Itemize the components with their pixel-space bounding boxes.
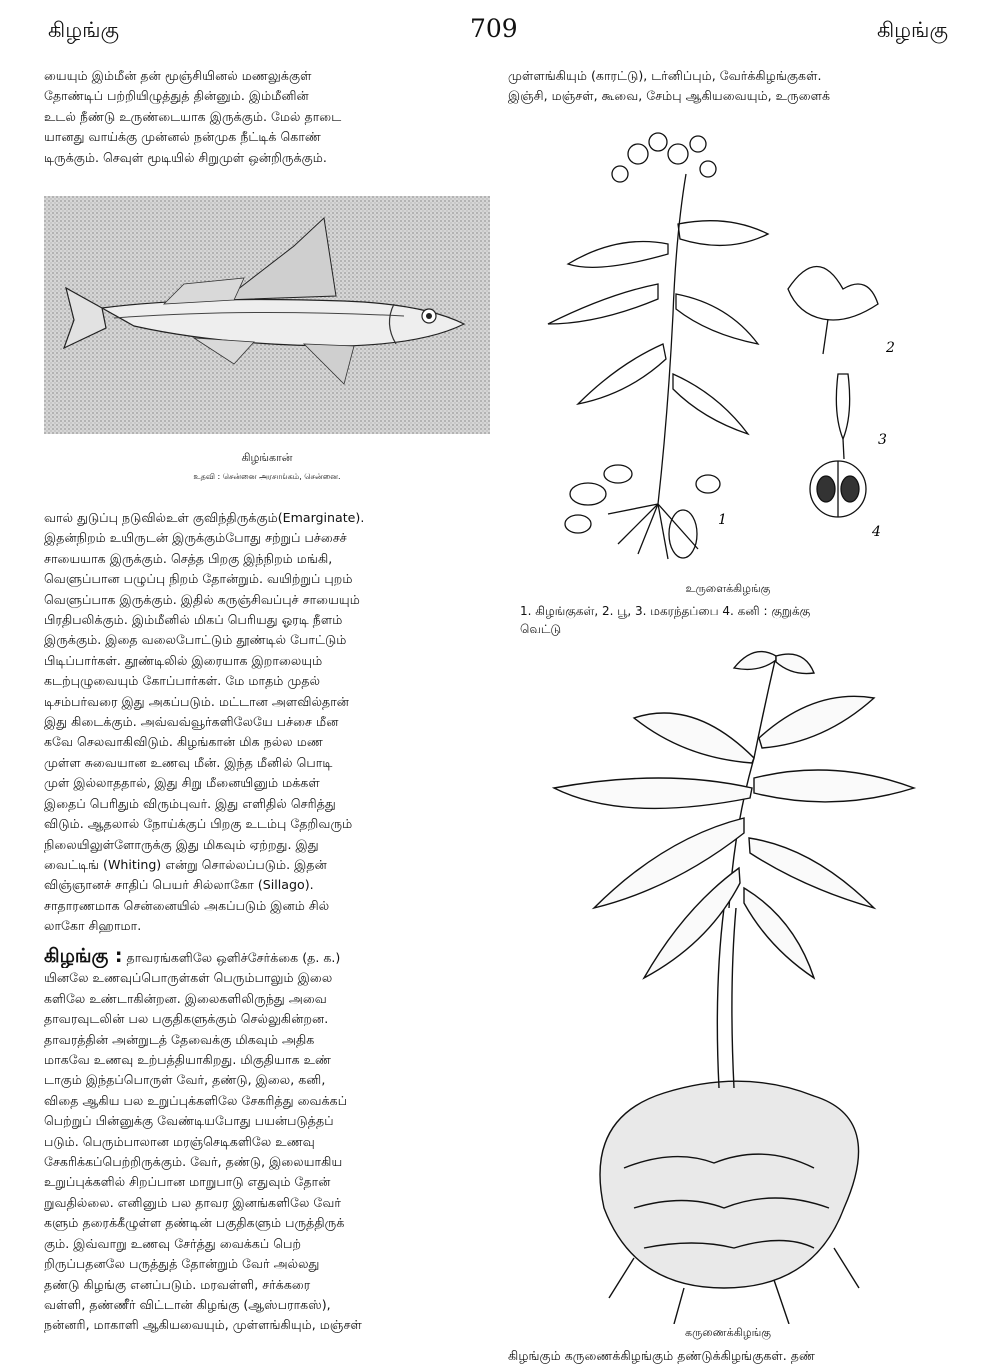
text-line: தண்டு கிழங்கு எனப்படும். மரவள்ளி, சர்க்கரை bbox=[44, 1276, 311, 1292]
potato-plant-illustration bbox=[508, 114, 948, 568]
text-line: வள்ளி, தண்ணீர் விட்டான் கிழங்கு (ஆஸ்பராகஸ்), bbox=[44, 1296, 331, 1312]
yam-caption: கருணைக்கிழங்கு bbox=[685, 1326, 771, 1339]
text-line: வைட்டிங் (Whiting) என்று சொல்லப்படும். இதன் bbox=[44, 856, 327, 872]
text-line: கிழங்கும் கருணைக்கிழங்கும் தண்டுக்கிழங்குகள். தண் bbox=[508, 1348, 815, 1363]
text-line: விஞ்ஞானச் சாதிப் பெயர் சில்லாகோ (Sillago). bbox=[44, 877, 314, 893]
text-line: டிருக்கும். செவுள் மூடியில் சிறுமுள் ஒன்றிருக்கும். bbox=[44, 149, 327, 165]
text-line: இதன்நிறம் உயிருடன் இருக்கும்போது சற்றுப் பச்சைச் bbox=[44, 530, 347, 546]
text-line: சாயையாக இருக்கும். செத்த பிறகு இந்நிறம் மங்கி, bbox=[44, 550, 333, 566]
figure-label-1: 1 bbox=[718, 512, 727, 528]
text-line: சேகரிக்கப்பெற்றிருக்கும். வேர், தண்டு, இலையாகிய bbox=[44, 1154, 343, 1170]
potato-caption: உருளைக்கிழங்கு bbox=[685, 582, 771, 595]
header-right-word: கிழங்கு bbox=[876, 18, 948, 42]
fish-caption: கிழங்கான் bbox=[241, 451, 293, 464]
text-line: கடற்புழுவையும் கோப்பார்கள். மே மாதம் முதல் bbox=[44, 673, 321, 689]
text-line: லாகோ சிஹாமா. bbox=[44, 918, 142, 934]
text-line: உடல் நீண்டு உருண்டையாக இருக்கும். மேல் தாடை bbox=[44, 108, 342, 124]
text-line: கவே செலவாகிவிடும். கிழங்கான் மிக நல்ல மண bbox=[44, 734, 323, 750]
right-bottom-paragraph bbox=[508, 1346, 956, 1366]
text-line: கும். இவ்வாறு உணவு சேர்த்து வைக்கப் பெற் bbox=[44, 1235, 302, 1251]
text-line: யானது வாய்க்கு முன்னல் நன்முக நீட்டிக் கொண் bbox=[44, 129, 321, 145]
text-line: இஞ்சி, மஞ்சள், கூவை, சேம்பு ஆகியவையும், உருளைக் bbox=[508, 88, 831, 104]
text-line: முள்ளங்கியும் (காரட்டு), டர்னிப்பும், வேர்க்கிழங்குகள். bbox=[508, 68, 822, 83]
page-header bbox=[0, 14, 982, 50]
text-line: டாகும் இந்தப்பொருள் வேர், தண்டு, இலை, கனி, bbox=[44, 1072, 326, 1088]
fish-credit: உதவி : சென்னை அரசாங்கம், சென்னை. bbox=[193, 472, 341, 481]
entry-paragraph bbox=[44, 946, 490, 1336]
text-line: தாவரவுடலின் பல பகுதிகளுக்கும் செல்லுகின்றன. bbox=[44, 1011, 329, 1027]
text-line: விடும். ஆதலால் நோய்க்குப் பிறகு உடம்பு தேறிவரும் bbox=[44, 816, 353, 832]
text-line: வெளுப்பான பழுப்பு நிறம் தோன்றும். வயிற்றுப் புறம் bbox=[44, 571, 353, 587]
text-line: பிரதிபலிக்கும். இம்மீனில் மிகப் பெரியது ஓரடி நீளம் bbox=[44, 612, 343, 628]
legend-line: 1. கிழங்குகள், 2. பூ, 3. மகரந்தப்பை 4. கனி : குறுக்கு bbox=[520, 604, 811, 618]
entry-first-text: தாவரங்களிலே ஒளிச்சேர்க்கை (த. க.) bbox=[122, 950, 341, 965]
text-line: வெளுப்பாக இருக்கும். இதில் கருஞ்சிவப்புச் சாயையும் bbox=[44, 591, 360, 607]
entry-first-line bbox=[44, 946, 490, 968]
left-top-paragraph bbox=[44, 66, 490, 168]
text-line: பெற்றுப் பின்னுக்கு வேண்டியபோது பயன்படுத்தப் bbox=[44, 1113, 334, 1129]
text-line: பிடிப்பார்கள். தூண்டிலில் இரையாக இறாலையும் bbox=[44, 652, 323, 668]
page-number: 709 bbox=[470, 14, 518, 43]
text-line: முள் இல்லாததால், இது சிறு மீனையினும் மக்கள் bbox=[44, 775, 320, 791]
text-line: தோண்டிப் பற்றியிழுத்துத் தின்னும். இம்மீனின் bbox=[44, 88, 309, 104]
text-line: முள்ள சுவையான உணவு மீன். இந்த மீனில் பொடி bbox=[44, 754, 333, 770]
text-line: றிருப்பதனலே பருத்துத் தோன்றும் வேர் அல்லது bbox=[44, 1256, 320, 1272]
header-left-word: கிழங்கு bbox=[48, 18, 120, 42]
text-line: களும் தரைக்கீழுள்ள தண்டின் பகுதிகளும் பருத்திருக் bbox=[44, 1215, 345, 1231]
text-line: படும். பெரும்பாலான மரஞ்செடிகளிலே உணவு bbox=[44, 1133, 315, 1149]
text-line: யினலே உணவுப்பொருள்கள் பெரும்பாலும் இலை bbox=[44, 970, 333, 986]
entry-term: கிழங்கு : bbox=[44, 946, 123, 967]
text-line: இது கிடைக்கும். அவ்வவ்வூர்களிலேயே பச்சை மீன bbox=[44, 714, 339, 730]
text-line: மாகவே உணவு உற்பத்தியாகிறது. மிகுதியாக உண் bbox=[44, 1052, 332, 1068]
text-line: விதை ஆகிய பல உறுப்புக்களிலே சேகரித்து வைக்கப் bbox=[44, 1092, 348, 1108]
text-line: இதைப் பெரிதும் விரும்புவர். இது எளிதில் செரித்து bbox=[44, 795, 336, 811]
text-line: வால் துடுப்பு நடுவில்உள் குவிந்திருக்கும்(Emarginate). bbox=[44, 510, 365, 525]
legend-line: வெட்டு bbox=[520, 622, 562, 636]
text-line: உறுப்புக்களில் சிறப்பான மாறுபாடு எதுவும் தோன் bbox=[44, 1174, 331, 1190]
text-line: டிசம்பர்வரை இது அகப்படும். மட்டான அளவில்தான் bbox=[44, 693, 350, 709]
text-line: நன்னரி, மாகாளி ஆகியவையும், முள்ளங்கியும், மஞ்சள் bbox=[44, 1317, 362, 1333]
right-top-paragraph bbox=[508, 66, 948, 107]
figure-label-3: 3 bbox=[878, 432, 887, 448]
fish-illustration bbox=[44, 196, 490, 434]
text-line: தாவரத்தின் அன்றுடத் தேவைக்கு மிகவும் அதிக bbox=[44, 1031, 315, 1047]
text-line: சாதாரணமாக சென்னையில் அகப்படும் இனம் சில் bbox=[44, 897, 330, 913]
yam-plant-illustration bbox=[514, 648, 950, 1332]
text-line: களிலே உண்டாகின்றன. இலைகளிலிருந்து அவை bbox=[44, 990, 327, 1006]
text-line: யையும் இம்மீன் தன் மூஞ்சியினல் மணலுக்குள் bbox=[44, 68, 312, 83]
left-middle-paragraph bbox=[44, 508, 490, 937]
figure-label-2: 2 bbox=[886, 340, 895, 356]
text-line: றுவதில்லை. எனினும் பல தாவர இனங்களிலே வேர் bbox=[44, 1194, 341, 1210]
text-line: நிலையிலுள்ளோருக்கு இது மிகவும் ஏற்றது. இது bbox=[44, 836, 319, 852]
figure-label-4: 4 bbox=[872, 524, 881, 540]
potato-legend bbox=[520, 602, 950, 638]
text-line: இருக்கும். இதை வலைபோட்டும் தூண்டில் போட்டும் bbox=[44, 632, 347, 648]
